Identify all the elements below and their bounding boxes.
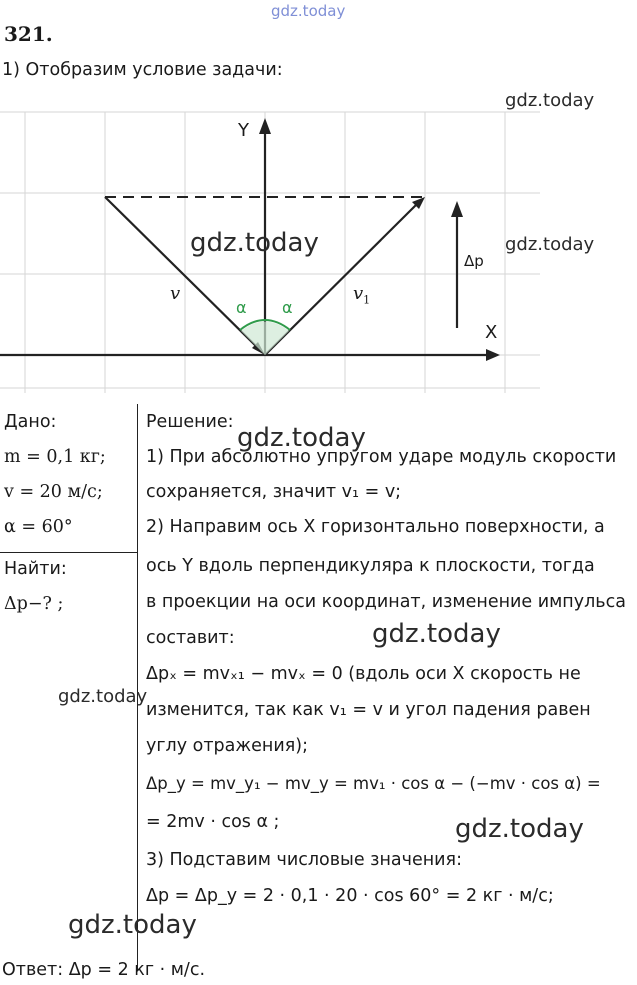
watermark: gdz.today	[237, 423, 366, 453]
given-item-velocity: v = 20 м/с;	[4, 482, 103, 502]
solution-line: ось Y вдоль перпендикуляра к плоскости, тогда	[146, 556, 595, 576]
answer: Ответ: Δp = 2 кг · м/с.	[2, 960, 206, 980]
solution-line: составит:	[146, 628, 235, 648]
axis-y-label: Y	[238, 120, 249, 141]
solution-line: 1) При абсолютно упругом ударе модуль скорости	[146, 447, 617, 467]
solution-line: в проекции на оси координат, изменение импульса	[146, 592, 626, 612]
find-title: Найти:	[4, 559, 67, 579]
watermark: gdz.today	[68, 910, 197, 940]
divider-horizontal	[0, 552, 138, 553]
problem-number-dot: .	[45, 22, 53, 46]
v1-label-main: v	[353, 283, 364, 304]
watermark: gdz.today	[58, 686, 148, 707]
solution-line: 2) Направим ось X горизонтально поверхности, а	[146, 517, 605, 537]
solution-line: углу отражения);	[146, 736, 308, 756]
solution-line: 3) Подставим числовые значения:	[146, 850, 462, 870]
solution-line: Δp_y = mv_y₁ − mv_y = mv₁ · cos α − (−mv · cos α) =	[146, 774, 601, 793]
alpha-right: α	[282, 298, 293, 317]
x-axis-arrow	[486, 349, 500, 361]
watermark: gdz.today	[190, 228, 319, 258]
watermark-top: gdz.today	[271, 2, 346, 20]
axis-x-label: X	[485, 322, 498, 343]
v-label: v	[170, 283, 181, 304]
problem-number: 321	[4, 22, 46, 46]
given-title: Дано:	[4, 412, 57, 432]
given-item-mass: m = 0,1 кг;	[4, 447, 106, 467]
delta-p-label: Δp	[464, 252, 484, 270]
step-1-title: 1) Отобразим условие задачи:	[2, 60, 283, 80]
watermark: gdz.today	[455, 814, 584, 844]
v1-label	[353, 283, 370, 307]
watermark: gdz.today	[372, 619, 501, 649]
vector-v1	[265, 203, 418, 355]
solution-title: Решение:	[146, 412, 234, 432]
find-item: Δp−? ;	[4, 594, 64, 614]
alpha-left: α	[236, 298, 247, 317]
watermark: gdz.today	[505, 90, 595, 111]
solution-line: сохраняется, значит v₁ = v;	[146, 482, 402, 502]
v1-label-sub: 1	[363, 293, 371, 307]
watermark: gdz.today	[505, 234, 595, 255]
given-item-angle: α = 60°	[4, 517, 73, 537]
solution-line: = 2mv · cos α ;	[146, 812, 280, 832]
solution-line: Δpₓ = mvₓ₁ − mvₓ = 0 (вдоль оси X скорость не	[146, 664, 581, 684]
delta-p-arrow-head	[451, 201, 463, 217]
y-axis-arrow	[259, 118, 271, 134]
solution-line: изменится, так как v₁ = v и угол падения равен	[146, 700, 591, 720]
solution-line: Δp = Δp_y = 2 · 0,1 · 20 · cos 60° = 2 кг · м/с;	[146, 886, 554, 906]
